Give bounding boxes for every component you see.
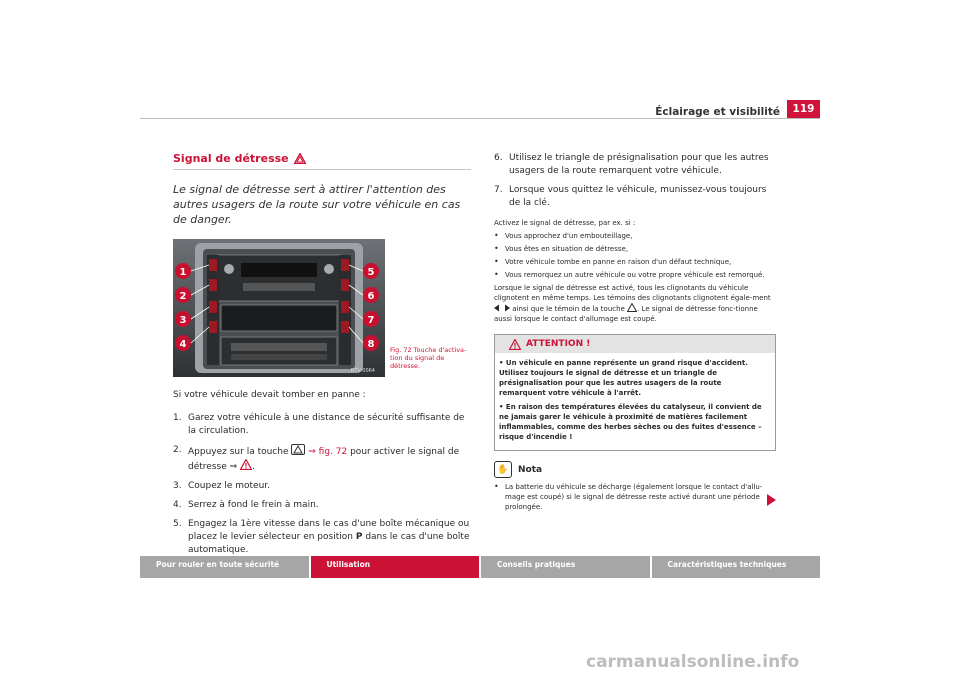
step-number: 6. [494, 153, 503, 163]
step-text: Serrez à fond le frein à main. [188, 500, 319, 510]
callout-5: 5 [367, 267, 375, 278]
paragraph-text-pre: Lorsque le signal de détresse est activé, tous les clignotants du véhicule clignotent en même temps. Les témoins des clignotants clignotent égale-ment [494, 284, 771, 302]
step-text-pre: Engagez la 1ère vitesse dans le cas d'une boîte mécanique ou placez le levier sélecteur en position [188, 519, 470, 542]
attention-title: ATTENTION ! [526, 339, 591, 349]
tab-conseils-pratiques[interactable]: Conseils pratiques [481, 556, 650, 578]
list-item: • En raison des températures élevées du catalyseur, il convient de ne jamais garer le véhicule à proximité de matières facilement inflammables, comme des herbes sèches ou des fuites d'essence – risque d'incendie ! [499, 403, 762, 441]
activate-intro: Activez le signal de détresse, par ex. si : [494, 219, 636, 227]
intro-text: Si votre véhicule devait tomber en panne : [173, 390, 366, 400]
step-number: 2. [173, 445, 182, 455]
nota-list [494, 482, 776, 512]
turn-signal-arrows-icon [494, 304, 510, 312]
next-page-arrow-icon[interactable] [767, 494, 776, 506]
step-3 [173, 480, 471, 493]
nota-header [494, 461, 776, 478]
note-hand-icon: ✋ [494, 461, 512, 478]
steps-list-left [173, 412, 471, 557]
step-number: 7. [494, 185, 503, 195]
section-title-text: Signal de détresse [173, 152, 289, 165]
step-text: Appuyez sur la touche ⇒ fig. 72 pour activer le signal de détresse ⇒ . [188, 444, 471, 474]
header-divider [140, 118, 820, 119]
list-item: • Votre véhicule tombe en panne en raison d'un défaut technique, [494, 257, 732, 266]
list-item: • Vous êtes en situation de détresse, [494, 244, 629, 253]
attention-header [495, 335, 775, 353]
step-number: 5. [173, 519, 182, 529]
watermark: carmanualsonline.info [586, 652, 800, 672]
step-6 [494, 152, 776, 178]
activate-list [494, 231, 776, 280]
section-title [173, 152, 471, 170]
step-text-mid: pour activer le signal de détresse [188, 447, 460, 472]
callout-6: 6 [367, 291, 375, 302]
figure-caption: Fig. 72 Touche d'activa-tion du signal de détresse. [390, 346, 467, 370]
hazard-button-icon [291, 444, 305, 455]
list-item: • La batterie du véhicule se décharge (également lorsque le contact d'allu-mage est coupé) si le signal de détresse reste activé durant une période prolongée. [494, 482, 776, 512]
list-item-text: Vous approchez d'un embouteillage, [505, 232, 633, 240]
warning-reference-arrow: ⇒ [229, 462, 238, 472]
list-item-text: Votre véhicule tombe en panne en raison d'un défaut technique, [505, 258, 732, 266]
step-5 [173, 518, 471, 557]
section-lead: Le signal de détresse sert à attirer l'attention des autres usagers de la route sur votre véhicule en cas de danger. [173, 183, 461, 226]
figure-callouts [173, 239, 385, 377]
step-text: Garez votre véhicule à une distance de sécurité suffisante de la circulation. [188, 413, 465, 436]
page-number: 119 [787, 100, 820, 118]
step-number: 1. [173, 413, 182, 423]
steps-list-right [494, 152, 776, 210]
step-1 [173, 412, 471, 438]
callout-7: 7 [367, 315, 375, 326]
list-item-text: Vous êtes en situation de détresse, [505, 245, 629, 253]
callout-1: 1 [179, 267, 187, 278]
nota-title: Nota [518, 464, 543, 475]
step-number: 3. [173, 481, 182, 491]
activate-paragraph [494, 283, 776, 324]
figure-reference-link[interactable]: ⇒ fig. 72 [308, 447, 348, 457]
list-item: • Vous remorquez un autre véhicule ou votre propre véhicule est remorqué. [494, 270, 765, 279]
tab-pour-rouler[interactable]: Pour rouler en toute sécurité [140, 556, 309, 578]
callout-4: 4 [179, 339, 187, 350]
step-text: Utilisez le triangle de présignalisation pour que les autres usagers de la route remarquent votre véhicule. [509, 153, 769, 176]
list-item: • Un véhicule en panne représente un grand risque d'accident. Utilisez toujours le signal de détresse et un triangle de présignalisation pour que les autres usagers de la route remarquent votre véhicule à l'arrêt. [499, 359, 748, 397]
figure-code: B7V-0064 [350, 368, 375, 374]
hazard-warning-icon [627, 303, 637, 312]
callout-2: 2 [179, 291, 187, 302]
left-column [173, 152, 471, 563]
step-2 [173, 444, 471, 474]
attention-box [494, 334, 776, 451]
step-text [188, 518, 471, 557]
step-text-post: dans le cas d'une boîte automatique. [188, 532, 470, 555]
step-number: 4. [173, 500, 182, 510]
warning-triangle-icon [240, 459, 252, 470]
step-text: Lorsque vous quittez le véhicule, munissez-vous toujours de la clé. [509, 185, 767, 208]
step-4 [173, 499, 471, 512]
gear-position-p: P [355, 532, 363, 542]
paragraph-text-post: . Le signal de détresse fonc-tionne aussi lorsque le contact d'allumage est coupé. [494, 305, 758, 323]
callout-3: 3 [179, 315, 187, 326]
step-text-pre: Appuyez sur la touche [188, 447, 289, 457]
tab-caracteristiques-techniques[interactable]: Caractéristiques techniques [652, 556, 821, 578]
tab-utilisation[interactable]: Utilisation [311, 556, 480, 578]
footer-tabs [140, 556, 820, 578]
figure-72 [173, 239, 471, 377]
dashboard-photo [173, 239, 385, 377]
hazard-triangle-icon [294, 153, 306, 164]
page-header-title: Éclairage et visibilité [655, 106, 780, 118]
attention-list [495, 353, 775, 450]
list-item-text: En raison des températures élevées du catalyseur, il convient de ne jamais garer le véhicule à proximité de matières facilement inflammables, comme des herbes sèches ou des fuites d'essence – risque d'incendie ! [499, 403, 762, 441]
list-item-text: Un véhicule en panne représente un grand risque d'accident. Utilisez toujours le signal de détresse et un triangle de présignalisation pour que les autres usagers de la route remarquent votre véhicule à l'arrêt. [499, 359, 748, 397]
list-item-text: La batterie du véhicule se décharge (également lorsque le contact d'allu-mage est coupé) si le signal de détresse reste activé durant une période prolongée. [505, 483, 763, 511]
step-7 [494, 184, 776, 210]
paragraph-text-mid: ainsi que le témoin de la touche [512, 305, 625, 313]
list-item-text: Vous remorquez un autre véhicule ou votre propre véhicule est remorqué. [505, 271, 765, 279]
warning-triangle-icon [509, 339, 521, 350]
callout-8: 8 [367, 339, 375, 350]
right-column [494, 152, 776, 515]
step-text: Coupez le moteur. [188, 481, 271, 491]
list-item: • Vous approchez d'un embouteillage, [494, 231, 633, 240]
